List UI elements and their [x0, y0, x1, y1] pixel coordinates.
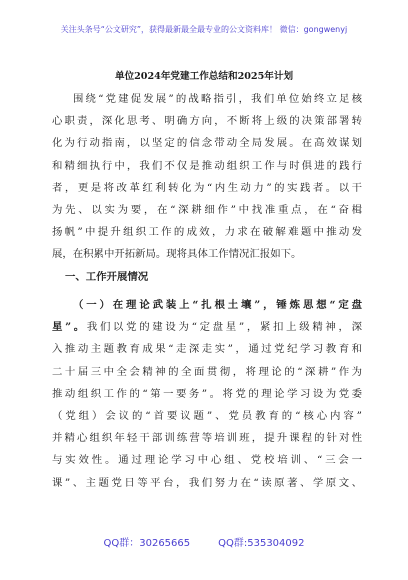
subheading-line: （一）在理论武装上“扎根土壤”，锤炼思想“定盘: [73, 299, 362, 311]
header-banner: 关注头条号“公文研究”，获得最新最全最专业的公文资料库！ 微信：gongwenyj: [60, 25, 348, 34]
paragraph-line: 心职责，深化思考、明确方向，不断将上级的决策部署转: [52, 115, 362, 128]
footer-qq-group-2: QQ群:535304092: [218, 538, 305, 549]
paragraph-line: 二十届三中全会精神的全面贯彻，将理论的“深耕”作为: [52, 365, 362, 378]
paragraph-line: 课”、主题党日等平台，我们努力在“读原著、学原文、: [52, 476, 362, 489]
paragraph-line: 扬帆”中提升组织工作的成效，力求在破解难题中推动发: [52, 226, 362, 239]
intro-paragraph: [52, 88, 362, 266]
paragraph-line: 与实效性。通过理论学习中心组、党校培训、“三会一: [52, 454, 362, 467]
paragraph-line: 推动组织工作的“第一要务”。将党的理论学习设为党委: [52, 387, 362, 400]
paragraph-line: （党组）会议的“首要议题”、党员教育的“核心内容”: [52, 409, 362, 422]
footer-qq-group-1: QQ群：30265665: [103, 538, 191, 549]
paragraph-text: 我们以党的建设为“定盘星”，紧扣上级精神，深: [86, 321, 362, 334]
document-title: 单位2024年党建工作总结和2025年计划: [114, 71, 294, 82]
footer: [0, 534, 408, 549]
paragraph-line: 展，在积累中开拓新局。现将具体工作情况汇报如下。: [52, 248, 302, 261]
section1-paragraph: [52, 294, 362, 494]
paragraph-line: 和精细执行中，我们不仅是推动组织工作与时俱进的践行: [52, 159, 362, 172]
subheading-tail: 星”。: [52, 321, 87, 334]
paragraph-line: 围绕“党建促发展”的战略指引，我们单位始终立足核: [73, 93, 362, 105]
paragraph-line: [52, 316, 362, 338]
section-heading: 一、工作开展情况: [65, 271, 149, 283]
paragraph-line: 为先、以实为要，在“深耕细作”中找准重点，在“奋楫: [52, 203, 362, 216]
paragraph-line: 入推动主题教育成果“走深走实”，通过党纪学习教育和: [52, 343, 362, 356]
paragraph-line: 并精心组织年轻干部训练营等培训班，提升课程的针对性: [52, 432, 362, 445]
paragraph-line: 者，更是将改革红利转化为“内生动力”的实践者。以干: [52, 181, 362, 194]
paragraph-line: 化为行动指南，以坚定的信念带动全局发展。在高效谋划: [52, 137, 362, 150]
